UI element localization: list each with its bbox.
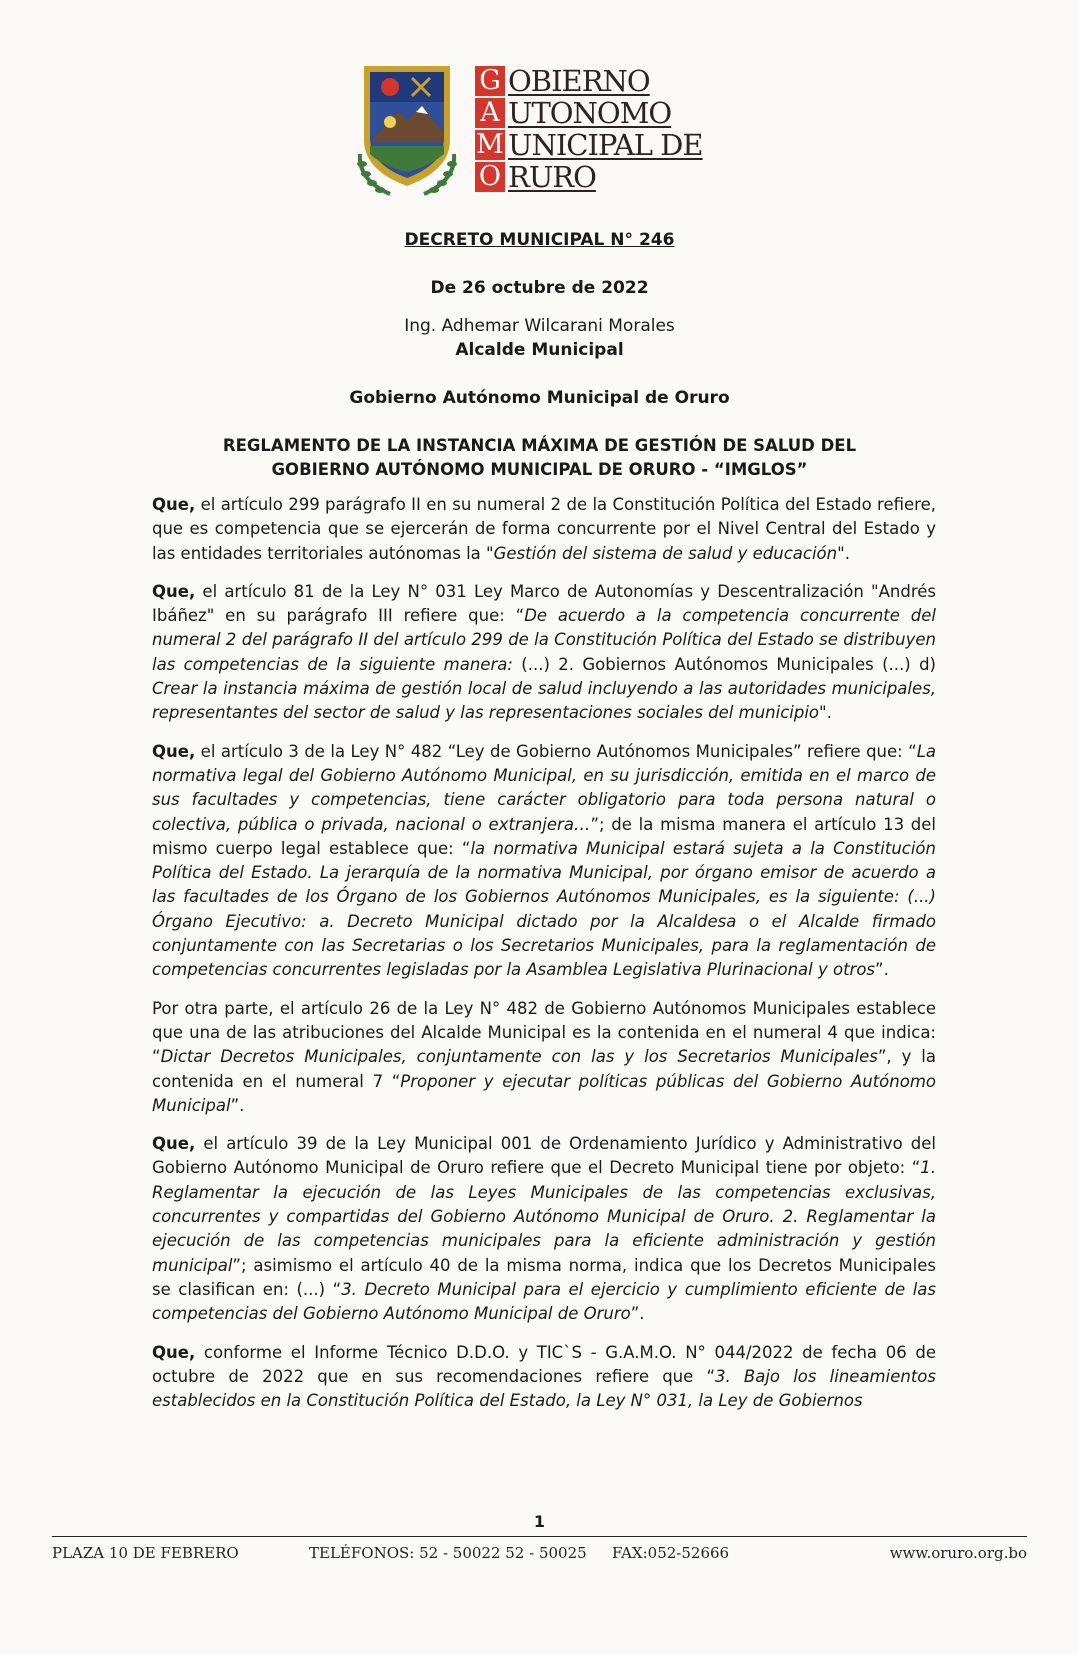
footer-divider [52, 1536, 1027, 1537]
paragraph-text: ”. [230, 1095, 245, 1115]
paragraph-text: el artículo 81 de la Ley N° 031 Ley Marco de Autonomías y Descentralización "Andrés Ibáñez" en su parágrafo III refiere que: “ [152, 581, 936, 626]
decree-body [152, 493, 936, 1427]
coat-of-arms-icon [350, 62, 464, 200]
paragraph-lead: Que, [152, 1342, 196, 1362]
paragraph-text: ". [819, 703, 832, 723]
paragraph-quote: De acuerdo a la competencia concurrente del numeral 2 del parágrafo II del artículo 299 de la Constitución Política del Estado se distribuyen las competencias de la siguiente manera: [152, 606, 936, 674]
mayor-title: Alcalde Municipal [455, 340, 624, 360]
regulation-title-line: GOBIERNO AUTÓNOMO MUNICIPAL DE ORURO - “IMGLOS” [271, 460, 808, 479]
acronym-letter: O [475, 162, 505, 192]
institution-name-line: OBIERNO [508, 64, 650, 98]
paragraph-text: ”. [630, 1304, 645, 1324]
acronym-letter: A [475, 98, 505, 128]
paragraph-text: ”; asimismo el artículo 40 de la misma norma, indica que los Decretos Municipales se clasifican en: (...) “ [152, 1255, 936, 1299]
paragraph-quote: "Gestión del sistema de salud y educación" [486, 543, 845, 563]
paragraph-text: (...) 2. Gobiernos Autónomos Municipales (...) d) [512, 654, 936, 674]
paragraph-municipal-law-001 [152, 1132, 936, 1326]
institution-header [350, 62, 730, 200]
paragraph-lead: Que, [152, 495, 196, 514]
paragraph-quote: 3. Bajo los lineamientos establecidos en la Constitución Política del Estado, la Ley N° 031, la Ley de Gobiernos [152, 1366, 936, 1411]
government-name: Gobierno Autónomo Municipal de Oruro [349, 388, 730, 408]
paragraph-text: ”; de la misma manera el artículo 13 del mismo cuerpo legal establece que: “ [152, 814, 937, 858]
paragraph-text: ”. [875, 960, 889, 980]
paragraph-quote: La normativa legal del Gobierno Autónomo Municipal, en su jurisdicción, emitida en el marco de sus facultades y competencias, tiene carácter obligatorio para toda persona natural o colectiva, pública o privada, nacional o extranjera… [152, 741, 936, 834]
footer-fax: FAX:052-52666 [612, 1544, 730, 1562]
page-number: 1 [533, 1512, 546, 1531]
paragraph-text: conforme el Informe Técnico D.D.O. y TIC`S - G.A.M.O. N° 044/2022 de fecha 06 de octubre de 2022 que en sus recomendaciones refiere que “ [152, 1342, 936, 1386]
paragraph-quote: Dictar Decretos Municipales, conjuntamente con las y los Secretarios Municipales [160, 1047, 878, 1067]
paragraph-text: el artículo 299 parágrafo II en su numeral 2 de la Constitución Política del Estado refiere, que es competencia que se ejercerán de forma concurrente por el Nivel Central del Estado y las entidades territoriales autónomas la [152, 495, 936, 563]
acronym-letter: G [475, 66, 505, 96]
paragraph-quote: Crear la instancia máxima de gestión local de salud incluyendo a las autoridades municipales, representantes del sector de salud y las representaciones sociales del municipio [152, 679, 936, 723]
acronym-letter: M [476, 129, 504, 160]
decree-number: DECRETO MUNICIPAL N° 246 [404, 230, 675, 250]
footer-address: PLAZA 10 DE FEBRERO [52, 1544, 239, 1562]
paragraph-law-482 [152, 740, 936, 983]
paragraph-quote: 3. Decreto Municipal para el ejercicio y cumplimiento eficiente de las competencias del Gobierno Autónomo Municipal de Oruro [152, 1279, 936, 1324]
paragraph-lead: Que, [152, 1134, 196, 1154]
paragraph-law-031 [152, 580, 936, 726]
paragraph-text: ”, y la contenida en el numeral 7 “ [152, 1047, 936, 1091]
paragraph-constitution [152, 493, 936, 566]
decree-date: De 26 octubre de 2022 [430, 278, 649, 298]
paragraph-quote: 1. Reglamentar la ejecución de las Leyes Municipales de las competencias exclusivas, concurrentes y compartidas del Gobierno Autónomo Municipal de Oruro. 2. Reglamentar la ejecución de las competencias municipales para la eficiente administración y gestión municipal [152, 1158, 936, 1275]
paragraph-quote: Proponer y ejecutar políticas públicas del Gobierno Autónomo Municipal [152, 1071, 936, 1115]
regulation-title-line: REGLAMENTO DE LA INSTANCIA MÁXIMA DE GESTIÓN DE SALUD DEL [222, 436, 857, 455]
paragraph-text: el artículo 3 de la Ley N° 482 “Ley de Gobierno Autónomos Municipales” refiere que: “ [195, 741, 917, 761]
page-footer [52, 1544, 1027, 1568]
gamo-acronym [475, 66, 505, 194]
mayor-name: Ing. Adhemar Wilcarani Morales [404, 316, 675, 336]
paragraph-technical-report [152, 1341, 936, 1414]
paragraph-mayor-powers [152, 997, 936, 1118]
paragraph-text: el artículo 39 de la Ley Municipal 001 de Ordenamiento Jurídico y Administrativo del Gobierno Autónomo Municipal de Oruro refiere que el Decreto Municipal tiene por objeto: “ [152, 1134, 936, 1178]
footer-website-link[interactable]: www.oruro.org.bo [889, 1544, 1027, 1562]
institution-name-line: UNICIPAL DE [508, 128, 703, 162]
footer-phones: TELÉFONOS: 52 - 50022 52 - 50025 [309, 1544, 587, 1562]
paragraph-lead: Que, [152, 581, 196, 601]
paragraph-lead: Que, [152, 741, 196, 761]
institution-name [508, 66, 703, 194]
institution-name-line: UTONOMO [508, 96, 672, 130]
paragraph-text: . [844, 543, 850, 563]
paragraph-quote: la normativa Municipal estará sujeta a la Constitución Política del Estado. La jerarquía de la normativa Municipal, por órgano emisor de acuerdo a las facultades de los Órgano de los Gobiernos Autónomos Municipales, es la siguiente: (...) Órgano Ejecutivo: a. Decreto Municipal dictado por la Alcaldesa o el Alcalde firmado conjuntamente con las Secretarias o los Secretarios Municipales, para la reglamentación de competencias concurrentes legisladas por la Asamblea Legislativa Plurinacional y otros [152, 838, 936, 980]
institution-name-line: RURO [508, 160, 596, 194]
paragraph-text: Por otra parte, el artículo 26 de la Ley N° 482 de Gobierno Autónomos Municipales establece que una de las atribuciones del Alcalde Municipal es la contenida en el numeral 4 que indica: “ [152, 998, 936, 1067]
